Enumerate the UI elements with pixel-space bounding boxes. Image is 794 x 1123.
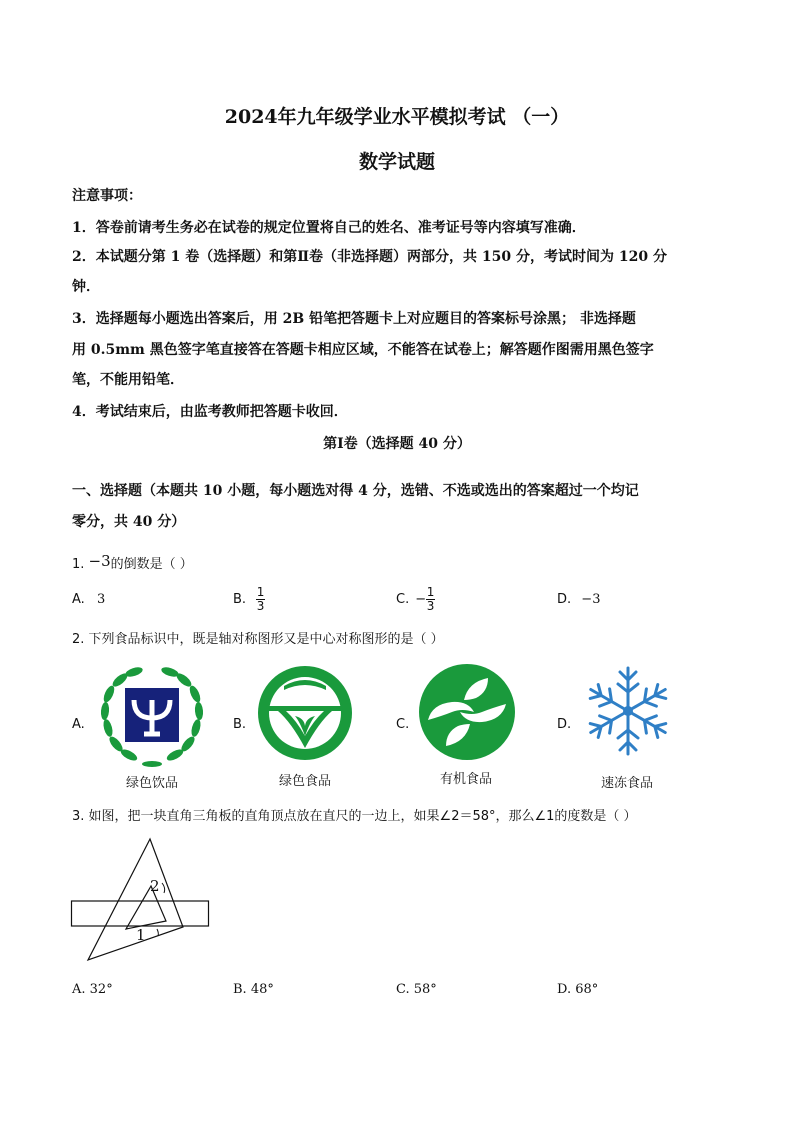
green-food-logo-icon [256, 664, 354, 762]
question-3-stem: 3. 如图，把一块直角三角板的直角顶点放在直尺的一边上，如果∠2＝58°，那么∠1的度数是（ ） [72, 809, 637, 824]
q1-option-b-fraction [256, 586, 265, 613]
q2-option-d-label[interactable]: D. [557, 717, 572, 732]
q3-option-d[interactable]: D. 68° [557, 982, 599, 997]
q1-option-d-label: D. [557, 592, 572, 607]
q1-option-c-fraction [426, 586, 435, 613]
q2-option-a-caption: 绿色饮品 [125, 776, 178, 791]
angle-1-label: 1 [136, 926, 146, 944]
note-item-1: 1．答卷前请考生务必在试卷的规定位置将自己的姓名、准考证号等内容填写准确． [72, 220, 586, 236]
note-item-2-line-1: 2．本试题分第 1 卷（选择题）和第Ⅱ卷（非选择题）两部分，共 150 分，考试时间为 120 分 [72, 249, 667, 265]
q2-option-b-caption: 绿色食品 [278, 774, 331, 789]
q1-stem-text: 的倒数是（ ） [110, 557, 193, 572]
note-item-2-line-2: 钟． [72, 279, 100, 295]
q1-number: 1. [72, 557, 85, 572]
note-item-3-line-3: 笔，不能用铅笔． [72, 372, 184, 388]
snowflake-logo-icon [582, 664, 674, 758]
organic-food-logo-icon [418, 662, 516, 762]
q1-c-numerator: 1 [426, 584, 435, 599]
q3-triangle-ruler-figure [70, 836, 212, 966]
q2-option-d-caption: 速冻食品 [600, 776, 653, 791]
q1-math: −3 [88, 552, 111, 570]
q1-option-a-value: 3 [96, 592, 106, 607]
q1-b-numerator: 1 [256, 584, 265, 599]
q1-c-sign: − [415, 591, 427, 607]
note-item-4: 4．考试结束后，由监考教师把答题卡收回． [72, 404, 348, 420]
part1-title: 第Ⅰ卷（选择题 40 分） [323, 436, 471, 452]
angle-2-label: 2 [150, 877, 160, 895]
q1-option-b-label: B. [233, 591, 247, 607]
q3-option-a[interactable]: A. 32° [72, 982, 113, 997]
exam-subtitle: 数学试题 [358, 151, 435, 173]
q1-option-b[interactable] [233, 580, 265, 618]
note-item-3-line-2: 用 0.5mm 黑色签字笔直接答在答题卡相应区域，不能答在试卷上；解答题作图需用黑色签字 [72, 342, 654, 358]
q1-option-c[interactable] [396, 580, 435, 618]
q2-option-c-caption: 有机食品 [439, 772, 492, 787]
exam-title: 2024年九年级学业水平模拟考试 （一） [224, 106, 570, 128]
section-line-1: 一、选择题（本题共 10 小题，每小题选对得 4 分，选错、不选或选出的答案超过一个均记 [72, 483, 639, 499]
q1-option-a-label: A. [72, 592, 85, 607]
q3-option-c[interactable]: C. 58° [396, 982, 437, 997]
q1-option-a[interactable] [72, 592, 105, 607]
notes-heading: 注意事项： [72, 188, 142, 204]
question-1-stem [72, 552, 193, 572]
section-line-2: 零分，共 40 分） [72, 514, 186, 530]
q1-c-denominator: 3 [426, 598, 435, 613]
q1-option-d[interactable] [557, 592, 600, 607]
green-drink-logo-icon [96, 666, 208, 770]
q1-b-denominator: 3 [256, 598, 265, 613]
q2-option-b-label[interactable]: B. [233, 717, 247, 732]
q1-option-d-value: −3 [581, 592, 601, 607]
question-2-stem: 2. 下列食品标识中，既是轴对称图形又是中心对称图形的是（ ） [72, 632, 444, 647]
q3-option-b[interactable]: B. 48° [233, 982, 274, 997]
q1-option-c-label: C. [396, 591, 410, 607]
note-item-3-line-1: 3．选择题每小题选出答案后，用 2B 铅笔把答题卡上对应题目的答案标号涂黑； 非选择题 [72, 311, 636, 327]
q2-option-a-label[interactable]: A. [72, 717, 85, 732]
q2-option-c-label[interactable]: C. [396, 717, 410, 732]
